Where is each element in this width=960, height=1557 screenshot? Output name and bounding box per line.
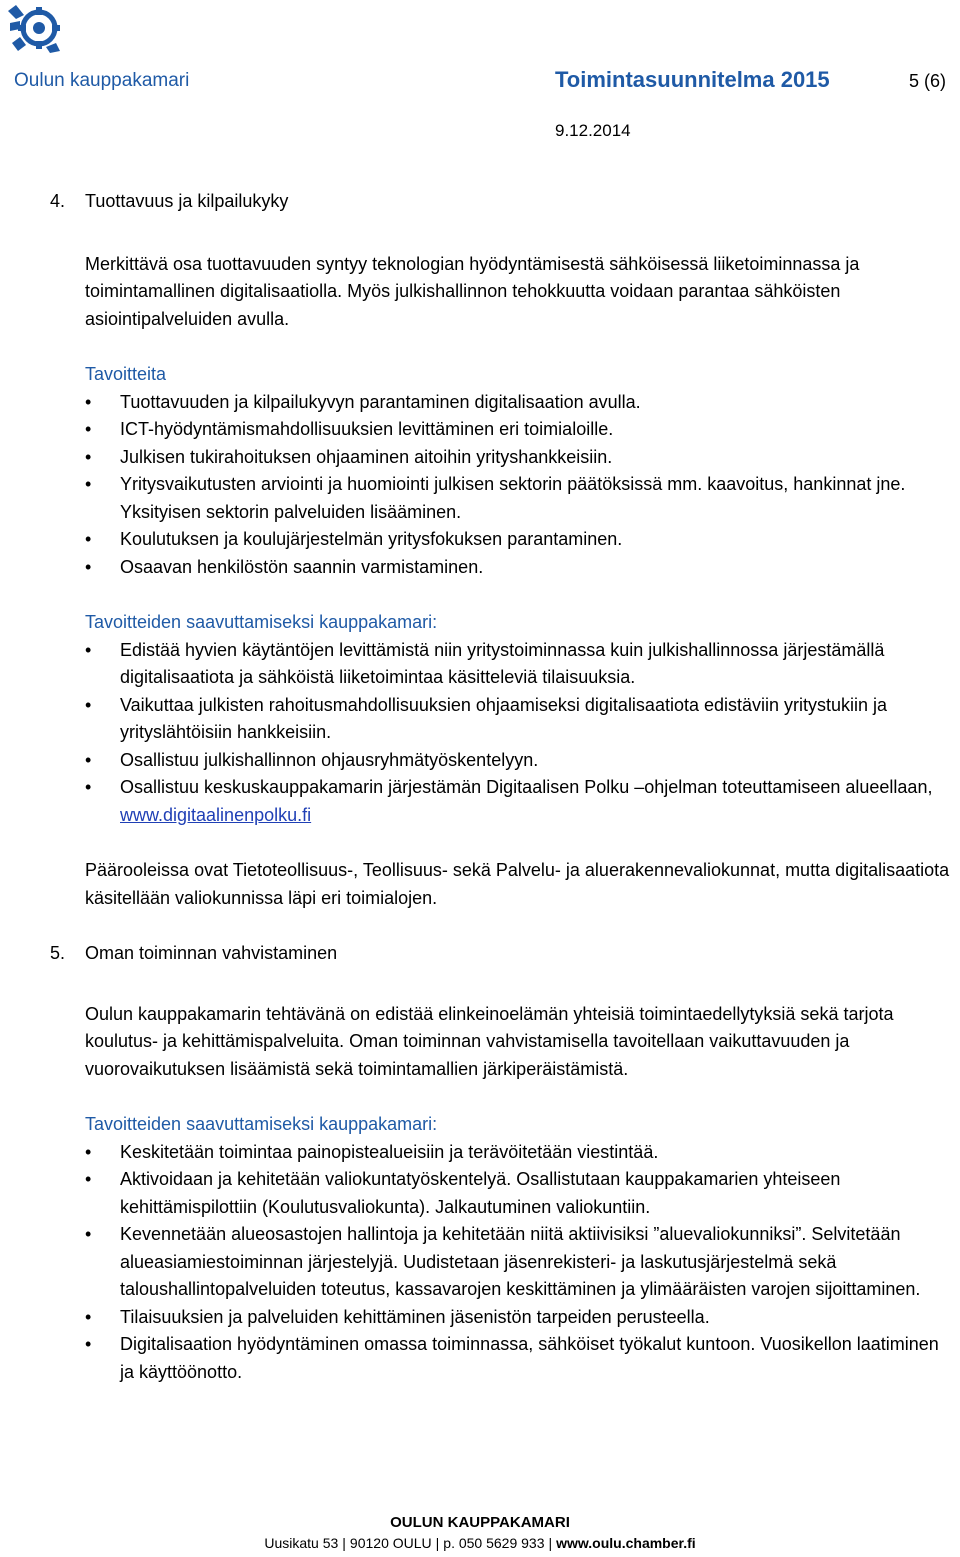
section-5-number: 5.: [50, 943, 66, 963]
list-item: [85, 774, 955, 829]
list-item: • Vaikuttaa julkisten rahoitusmahdollisuuksien ohjaamiseksi digitalisaatiota edistäviin yritystukiin ja yrityslähtöisiin hankkeisiin.: [85, 692, 955, 747]
section-5-title: Oman toiminnan vahvistaminen: [85, 943, 338, 963]
list-item: • Tilaisuuksien ja palveluiden kehittäminen jäsenistön tarpeiden perusteella.: [85, 1304, 955, 1332]
footer-address: Uusikatu 53: [264, 1535, 339, 1551]
section-4-closing: Päärooleissa ovat Tietoteollisuus-, Teollisuus- sekä Palvelu- ja aluerakennevaliokunnat, mutta digitalisaatiota käsitellään valiokunnissa läpi eri toimialojen.: [85, 860, 950, 908]
oulun-kauppakamari-logo-icon: [6, 3, 62, 55]
document-title: Toimintasuunnitelma 2015: [555, 67, 830, 92]
list-item-text: Osallistuu keskuskauppakamarin järjestämän Digitaalisen Polku –ohjelman toteuttamiseen alueellaan,: [120, 777, 933, 797]
document-date: 9.12.2014: [555, 121, 631, 140]
footer-phone: p. 050 5629 933: [443, 1535, 545, 1551]
section-4-title: Tuottavuus ja kilpailukyky: [85, 191, 289, 211]
list-item: • Aktivoidaan ja kehitetään valiokuntatyöskentelyä. Osallistutaan kauppakamarien yhteiseen kehittämispilottiin (Koulutusvaliokunta). Jalkautuminen valiokuntiin.: [85, 1166, 955, 1221]
section-5-actions-list: [85, 1139, 955, 1387]
section-4-goals-title: Tavoitteita: [85, 364, 167, 384]
footer-postal: 90120 OULU: [349, 1535, 432, 1551]
list-item: • Julkisen tukirahoituksen ohjaaminen aitoihin yrityshankkeisiin.: [85, 444, 955, 472]
page-number: 5 (6): [909, 71, 947, 91]
section-4-intro: Merkittävä osa tuottavuuden syntyy teknologian hyödyntämisestä sähköisessä liiketoiminnassa ja toimintamallinen digitalisaatiolla. Myös julkishallinnon tehokkuutta voidaan parantaa sähköisten asiointipalveluiden avulla.: [85, 253, 860, 329]
list-item: • Keskitetään toimintaa painopistealueisiin ja terävöitetään viestintää.: [85, 1139, 955, 1167]
section-5-heading: [50, 940, 955, 968]
digitaalinenpolku-link[interactable]: www.digitaalinenpolku.fi: [120, 804, 312, 825]
document-body: [50, 188, 955, 1386]
footer-organization: OULUN KAUPPAKAMARI: [390, 1514, 570, 1531]
list-item: • Edistää hyvien käytäntöjen levittämistä niin yritystoiminnassa kuin julkishallinnossa järjestämällä digitalisaatiota ja sähköistä liiketoimintaa käsitteleviä tilaisuuksia.: [85, 637, 955, 692]
list-item: • Digitalisaation hyödyntäminen omassa toiminnassa, sähköiset työkalut kuntoon. Vuosikellon laatiminen ja käyttöönotto.: [85, 1331, 955, 1386]
list-item: • Tuottavuuden ja kilpailukyvyn parantaminen digitalisaation avulla.: [85, 389, 955, 417]
header-organization: Oulun kauppakamari: [14, 70, 190, 91]
section-5-actions-title: Tavoitteiden saavuttamiseksi kauppakamari:: [85, 1114, 438, 1134]
list-item: • Koulutuksen ja koulujärjestelmän yritysfokuksen parantaminen.: [85, 526, 955, 554]
footer-contact: Uusikatu 53 | 90120 OULU | p. 050 5629 933 | www.oulu.chamber.fi: [264, 1535, 696, 1551]
list-item: • Yritysvaikutusten arviointi ja huomiointi julkisen sektorin päätöksissä mm. kaavoitus, hankinnat jne. Yksityisen sektorin palveluiden lisääminen.: [85, 471, 955, 526]
list-item: • Osallistuu julkishallinnon ohjausryhmätyöskentelyyn.: [85, 747, 955, 775]
footer-website[interactable]: www.oulu.chamber.fi: [556, 1535, 696, 1551]
list-item: • ICT-hyödyntämismahdollisuuksien levittäminen eri toimialoille.: [85, 416, 955, 444]
section-4-actions-list: [85, 637, 955, 830]
section-5-intro: Oulun kauppakamarin tehtävänä on edistää elinkeinoelämän yhteisiä toimintaedellytyksiä sekä tarjota koulutus- ja kehittämispalveluita. Oman toiminnan vahvistamisella tavoitellaan vaikuttavuuden ja vuorovaikutuksen lisäämistä sekä toimintamallien järkiperäistämistä.: [85, 1003, 894, 1079]
section-4-number: 4.: [50, 191, 66, 211]
list-item: • Osaavan henkilöstön saannin varmistaminen.: [85, 554, 955, 582]
section-4-heading: [50, 188, 955, 216]
list-item: • Kevennetään alueosastojen hallintoja ja kehitetään niitä aktiivisiksi ”aluevaliokunniksi”. Selvitetään alueasiamiestoiminnan järjestelyjä. Uudistetaan jäsenrekisteri- ja laskutusjärjestelmä sekä taloushallintopalveluiden toteutus, kassavarojen keskittäminen ja ylimääräisten varojen sijoittaminen.: [85, 1221, 955, 1304]
section-4-goals-list: [85, 389, 955, 582]
section-4-actions-title: Tavoitteiden saavuttamiseksi kauppakamari:: [85, 612, 438, 632]
